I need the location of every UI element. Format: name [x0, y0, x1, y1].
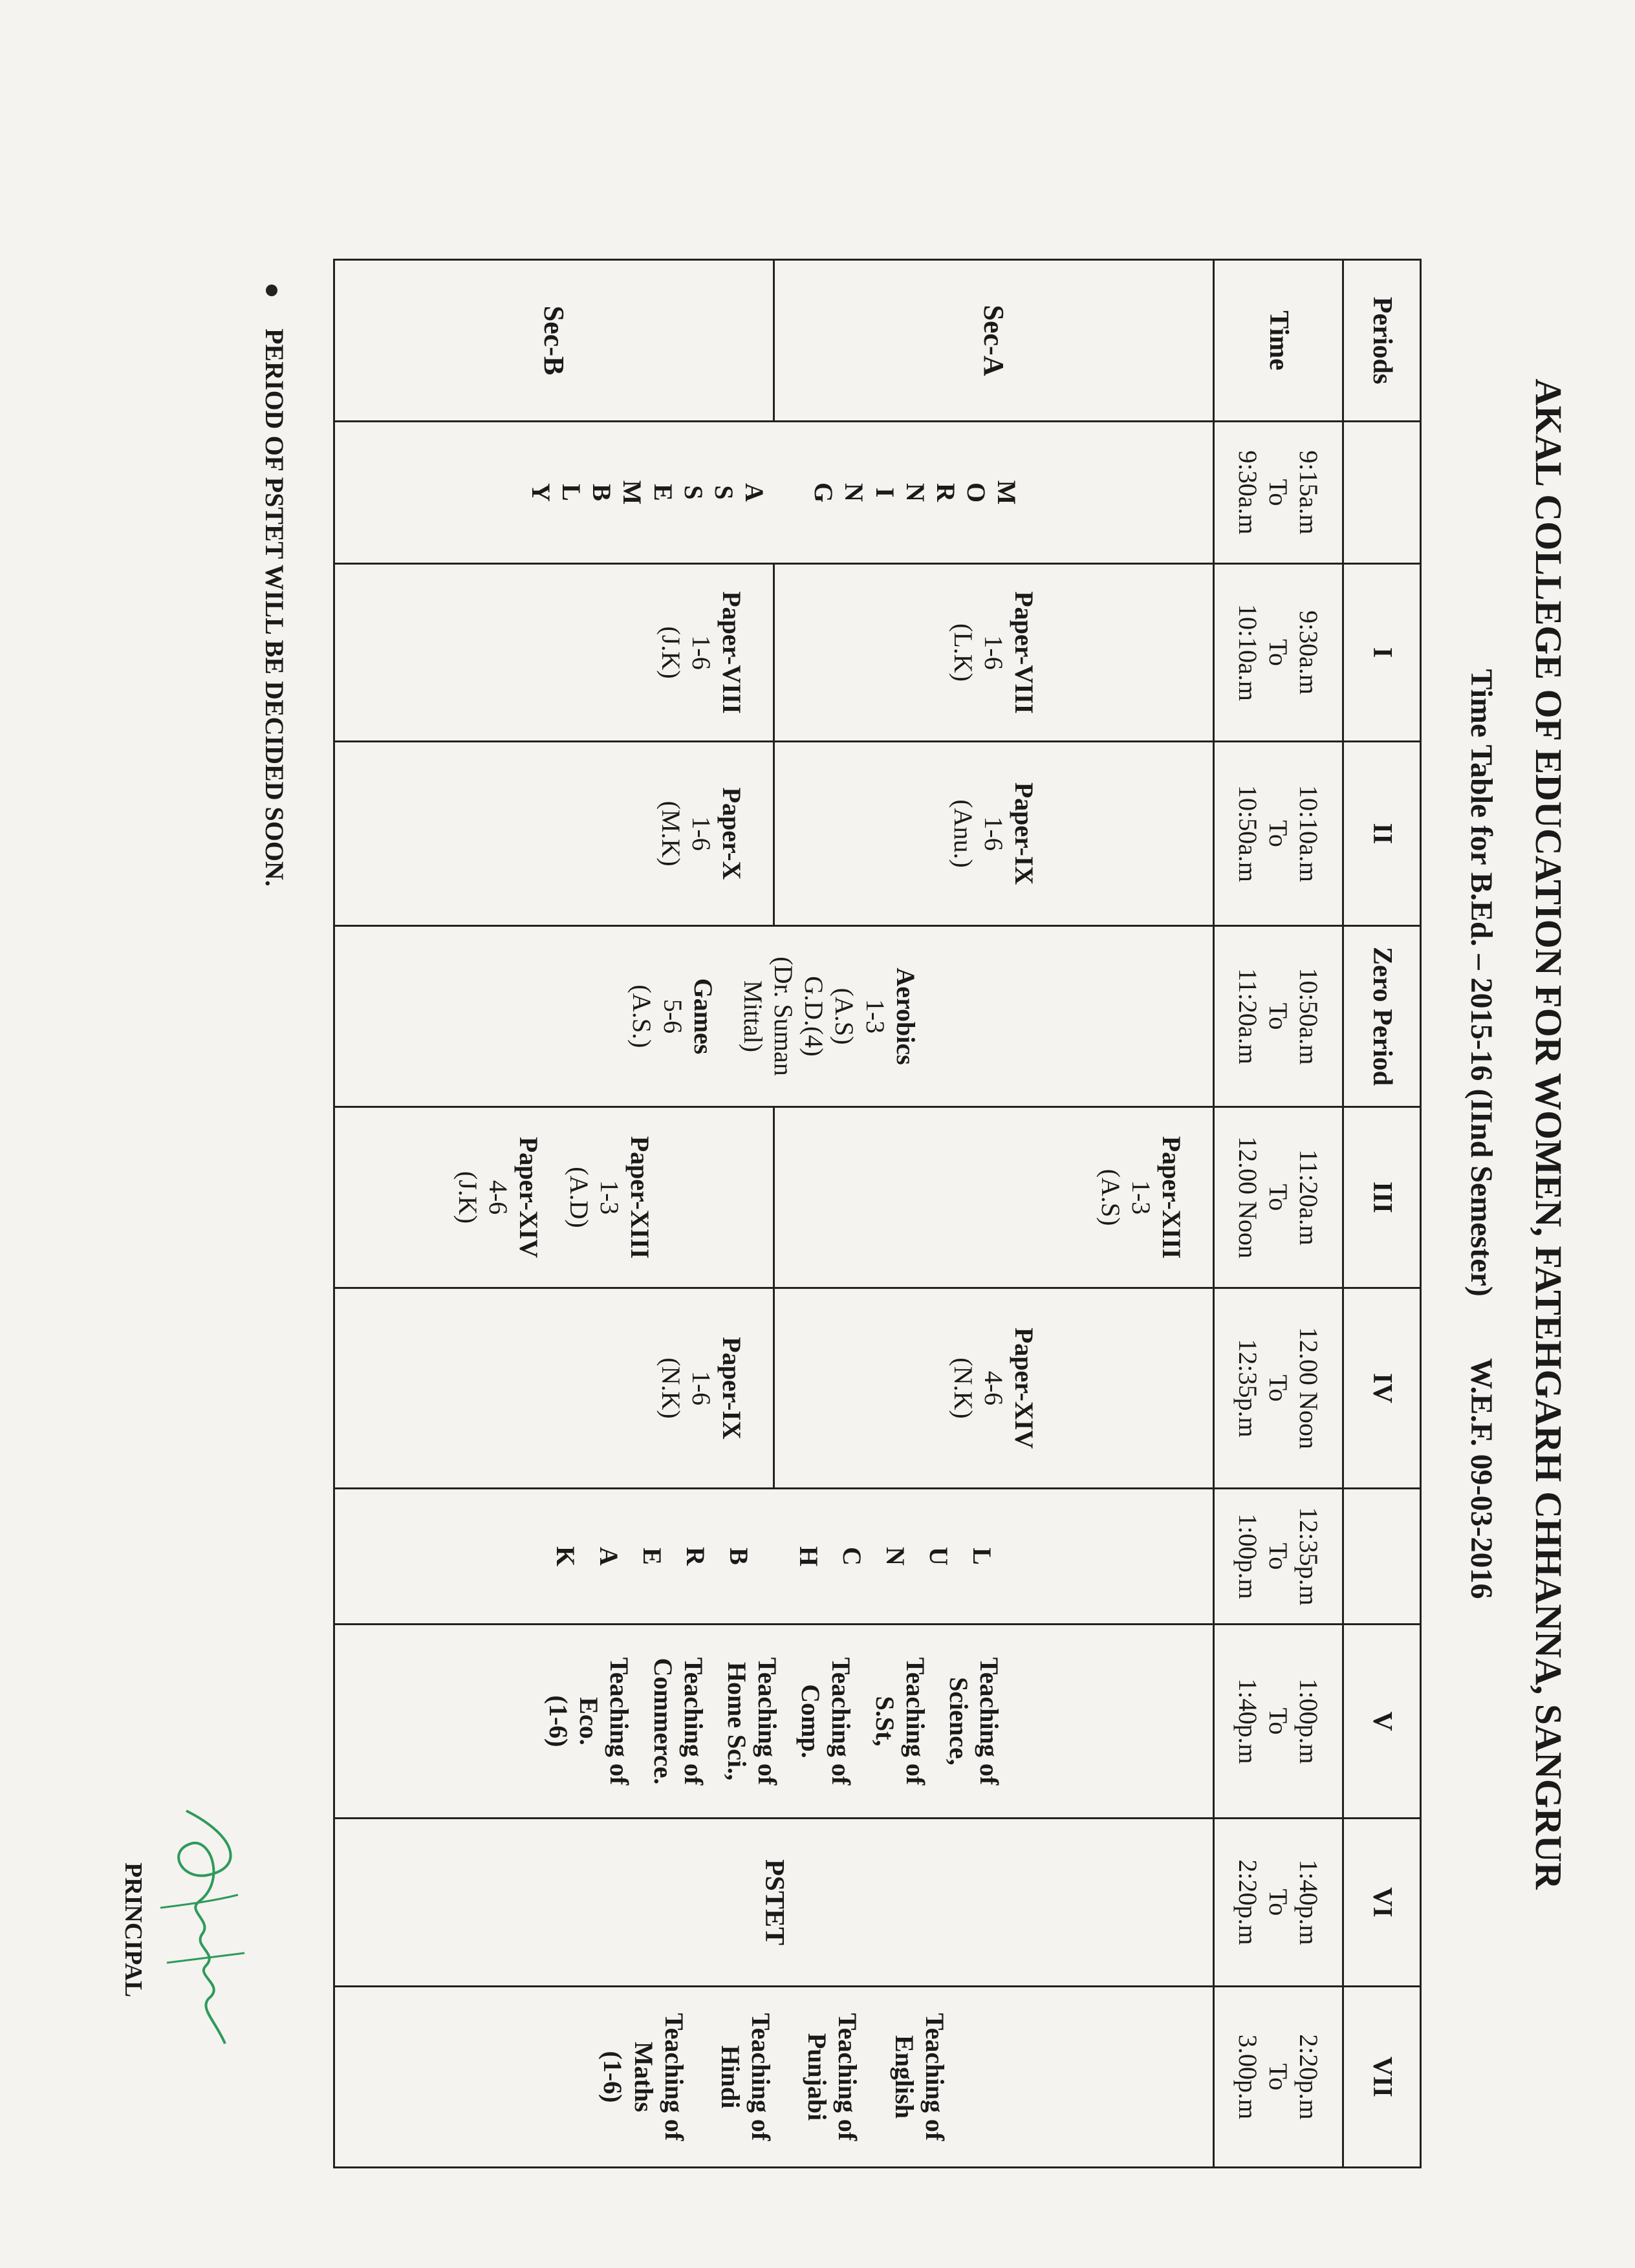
time-slot: 10:50a.m To 11:20a.m: [1214, 926, 1343, 1107]
period-5-cell: Teaching of Science, Teaching of S.St, Teaching of Comp. Teaching of Home Sci., Teaching of Commerce. Teaching of Eco. (1-6): [334, 1625, 1214, 1819]
periods-row: [1343, 260, 1421, 2168]
sec-b-period-4: Paper-IX 1-6 (N.K): [334, 1288, 774, 1489]
period-6-cell: PSTET: [334, 1819, 1214, 1987]
time-slot: 11:20a.m To 12.00 Noon: [1214, 1107, 1343, 1288]
subtitle-text: Time Table for B.Ed. – 2015-16 (IInd Semester): [1464, 669, 1499, 1297]
sec-a-period-2: Paper-IX 1-6 (Anu.): [774, 742, 1214, 926]
time-label: Time: [1214, 260, 1343, 422]
time-slot: 9:30a.m To 10:10a.m: [1214, 564, 1343, 742]
sec-b-label: Sec-B: [334, 260, 774, 422]
time-slot: 12:35p.m To 1:00p.m: [1214, 1489, 1343, 1625]
lunch-break-cell: L U N C H B R E A K: [334, 1489, 1214, 1625]
period-header: V: [1343, 1625, 1421, 1819]
time-slot: 10:10a.m To 10:50a.m: [1214, 742, 1343, 926]
sec-a-period-1: Paper-VIII 1-6 (L.K): [774, 564, 1214, 742]
period-header: Zero Period: [1343, 926, 1421, 1107]
pstet-note: [259, 285, 290, 887]
timetable-table: [333, 259, 1422, 2168]
time-slot: 1:40p.m To 2:20p.m: [1214, 1819, 1343, 1987]
sec-b-period-1: Paper-VIII 1-6 (J.K): [334, 564, 774, 742]
time-slot: 9:15a.m To 9:30a.m: [1214, 422, 1343, 564]
time-slot: 2:20p.m To 3.00p.m: [1214, 1987, 1343, 2168]
period-header: [1343, 422, 1421, 564]
principal-signature: [147, 1798, 264, 2069]
principal-label: PRINCIPAL: [120, 1863, 147, 1998]
period-header: III: [1343, 1107, 1421, 1288]
zero-period-cell: Aerobics 1-3 (A.S) G.D.(4) (Dr. Suman Mittal) Games 5-6 (A.S.): [334, 926, 1214, 1107]
college-title: AKAL COLLEGE OF EDUCATION FOR WOMEN, FATEHGARH CHHANNA, SANGRUR: [1528, 378, 1570, 1890]
timetable-subtitle: [1464, 0, 1499, 2268]
sec-a-period-3: Paper-XIII 1-3 (A.S): [774, 1107, 1214, 1288]
wef-date: W.E.F. 09-03-2016: [1464, 1357, 1499, 1599]
period-header: IV: [1343, 1288, 1421, 1489]
period-header: VII: [1343, 1987, 1421, 2168]
time-slot: 12.00 Noon To 12:35p.m: [1214, 1288, 1343, 1489]
time-slot: 1:00p.m To 1:40p.m: [1214, 1625, 1343, 1819]
pstet-note-text: PERIOD OF PSTET WILL BE DECIDED SOON.: [260, 329, 289, 887]
sec-b-period-2: Paper-X 1-6 (M.K): [334, 742, 774, 926]
periods-label: Periods: [1343, 260, 1421, 422]
sec-a-period-4: Paper-XIV 4-6 (N.K): [774, 1288, 1214, 1489]
period-header: II: [1343, 742, 1421, 926]
period-header: [1343, 1489, 1421, 1625]
time-row: [1214, 260, 1343, 2168]
period-header: I: [1343, 564, 1421, 742]
sec-a-label: Sec-A: [774, 260, 1214, 422]
morning-assembly-cell: M O R N I N G A S S E M B L Y: [334, 422, 1214, 564]
sec-b-period-3: Paper-XIII 1-3 (A.D) Paper-XIV 4-6 (J.K): [334, 1107, 774, 1288]
sec-a-row: [774, 260, 1214, 2168]
bullet-icon: [266, 285, 277, 296]
period-header: VI: [1343, 1819, 1421, 1987]
period-7-cell: Teaching of English Teaching of Punjabi Teaching of Hindi Teaching of Maths (1-6): [334, 1987, 1214, 2168]
